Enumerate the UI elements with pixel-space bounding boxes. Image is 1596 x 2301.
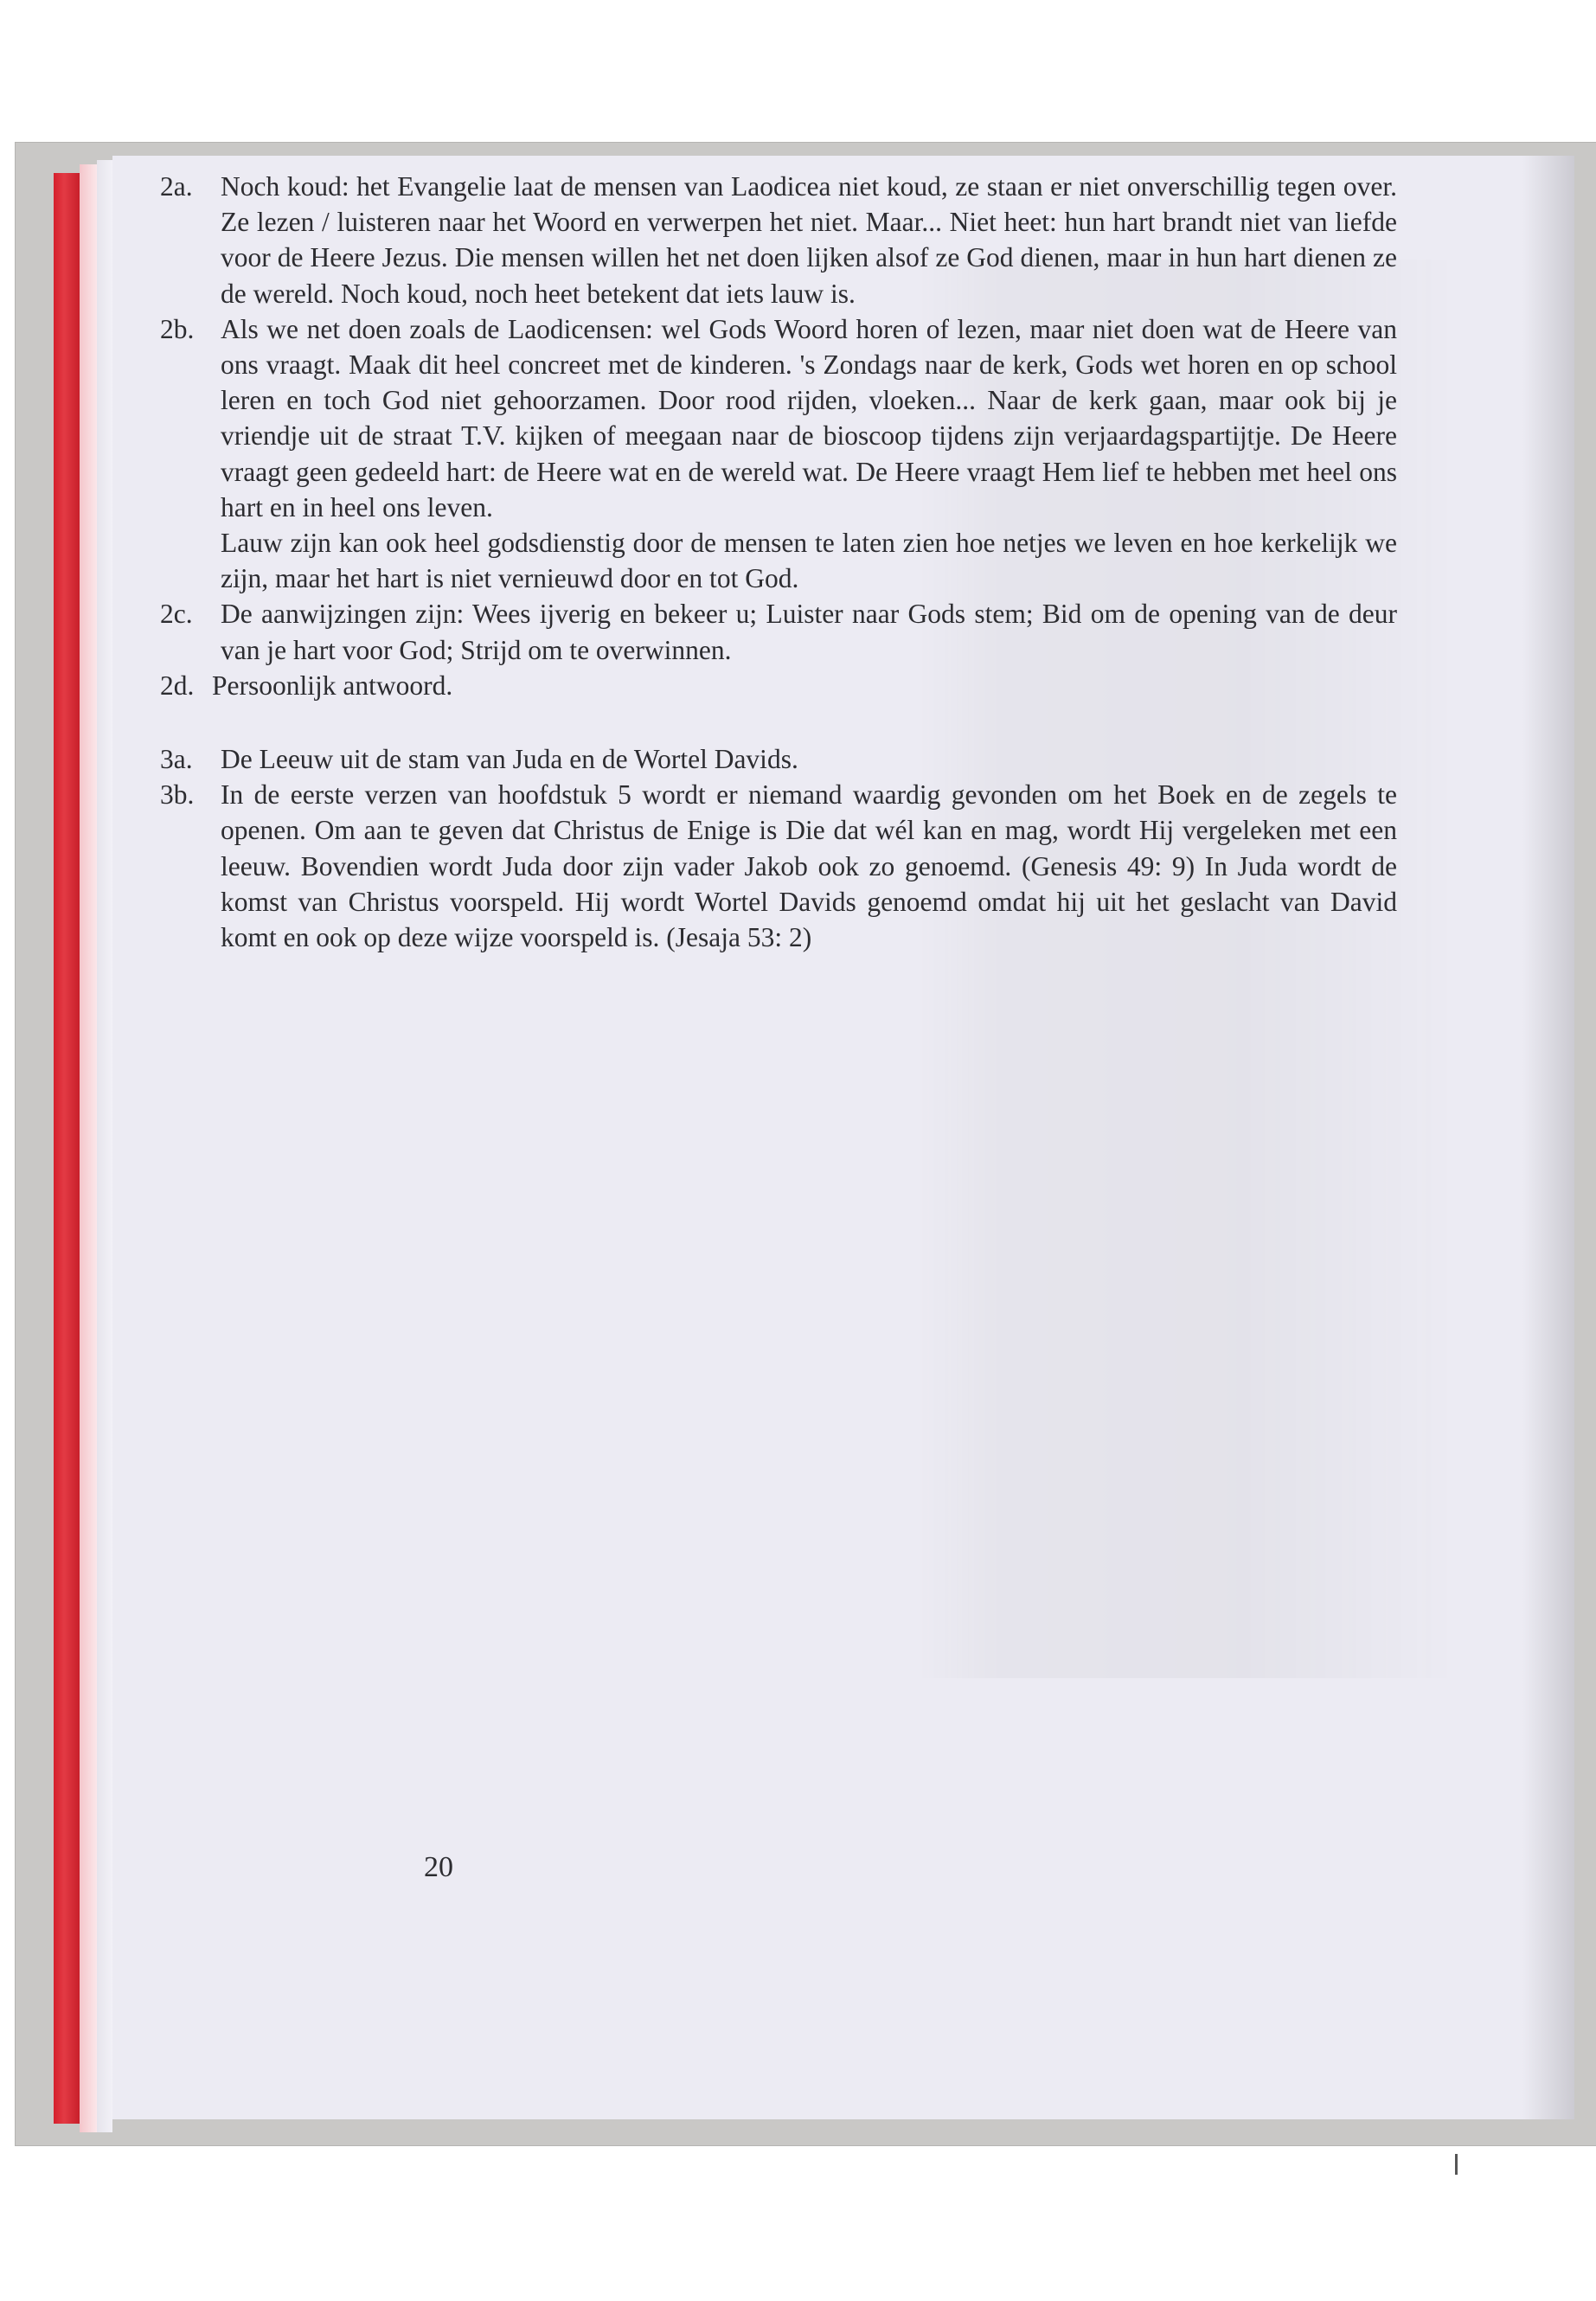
answer-2b	[160, 311, 1397, 525]
section-gap	[160, 703, 1397, 741]
page-gutter-shadow	[1522, 156, 1574, 2119]
answer-text: De Leeuw uit de stam van Juda en de Wortel Davids.	[221, 744, 798, 775]
answer-label: 2a.	[160, 171, 193, 202]
answer-2d	[160, 668, 1397, 703]
answer-label: 2d.	[160, 670, 195, 701]
answer-3a	[160, 741, 1397, 777]
answer-label: 2c.	[160, 599, 193, 630]
answer-2a	[160, 169, 1397, 311]
answer-2c	[160, 596, 1397, 667]
answer-text: In de eerste verzen van hoofdstuk 5 wordt er niemand waardig gevonden om het Boek en de zegels te openen. Om aan te geven dat Christus de Enige is Die dat wél kan en mag, wordt Hij vergeleken met een leeuw. Bovendien wordt Juda door zijn vader Jakob ook zo genoemd. (Genesis 49: 9) In Juda wordt de komst van Christus voorspeld. Hij wordt Wortel Davids genoemd omdat hij uit het geslacht van David komt en ook op deze wijze voorspeld is. (Jesaja 53: 2)	[221, 779, 1397, 953]
answer-text: Noch koud: het Evangelie laat de mensen van Laodicea niet koud, ze staan er niet onverschillig tegen over. Ze lezen / luisteren naar het Woord en verwerpen het niet. Maar... Niet heet: hun hart brandt niet van liefde voor de Heere Jezus. Die mensen willen het net doen lijken alsof ze God dienen, maar in hun hart dienen ze de wereld. Noch koud, noch heet betekent dat iets lauw is.	[221, 171, 1397, 309]
answer-text: Persoonlijk antwoord.	[212, 670, 453, 701]
answer-2b-continued	[160, 525, 1397, 596]
answer-label: 2b.	[160, 313, 195, 344]
answer-3b	[160, 777, 1397, 955]
answer-text: De aanwijzingen zijn: Wees ijverig en bekeer u; Luister naar Gods stem; Bid om de opening van de deur van je hart voor God; Strijd om te overwinnen.	[221, 599, 1397, 665]
page-edge-pink	[80, 164, 97, 2132]
answer-label: 3b.	[160, 779, 195, 811]
answer-label: 3a.	[160, 744, 193, 775]
scan-mark	[1455, 2154, 1458, 2175]
answer-list	[160, 169, 1397, 955]
red-bookmark-edge	[54, 173, 80, 2124]
answer-text: Als we net doen zoals de Laodicensen: wel Gods Woord horen of lezen, maar niet doen wat de Heere van ons vraagt. Maak dit heel concreet met de kinderen. 's Zondags naar de kerk, Gods wet horen en op school leren en toch God niet gehoorzamen. Door rood rijden, vloeken... Naar de kerk gaan, maar ook bij je vriendje uit de straat T.V. kijken of meegaan naar de bioscoop tijdens zijn verjaardagspartijtje. De Heere vraagt geen gedeeld hart: de Heere wat en de wereld wat. De Heere vraagt Hem lief te hebben met heel ons hart en in heel ons leven.	[221, 313, 1397, 522]
page-stack-edge	[97, 160, 112, 2132]
page-number: 20	[424, 1851, 453, 1883]
answer-text: Lauw zijn kan ook heel godsdienstig door de mensen te laten zien hoe netjes we leven en hoe kerkelijk we zijn, maar het hart is niet vernieuwd door en tot God.	[221, 528, 1397, 594]
